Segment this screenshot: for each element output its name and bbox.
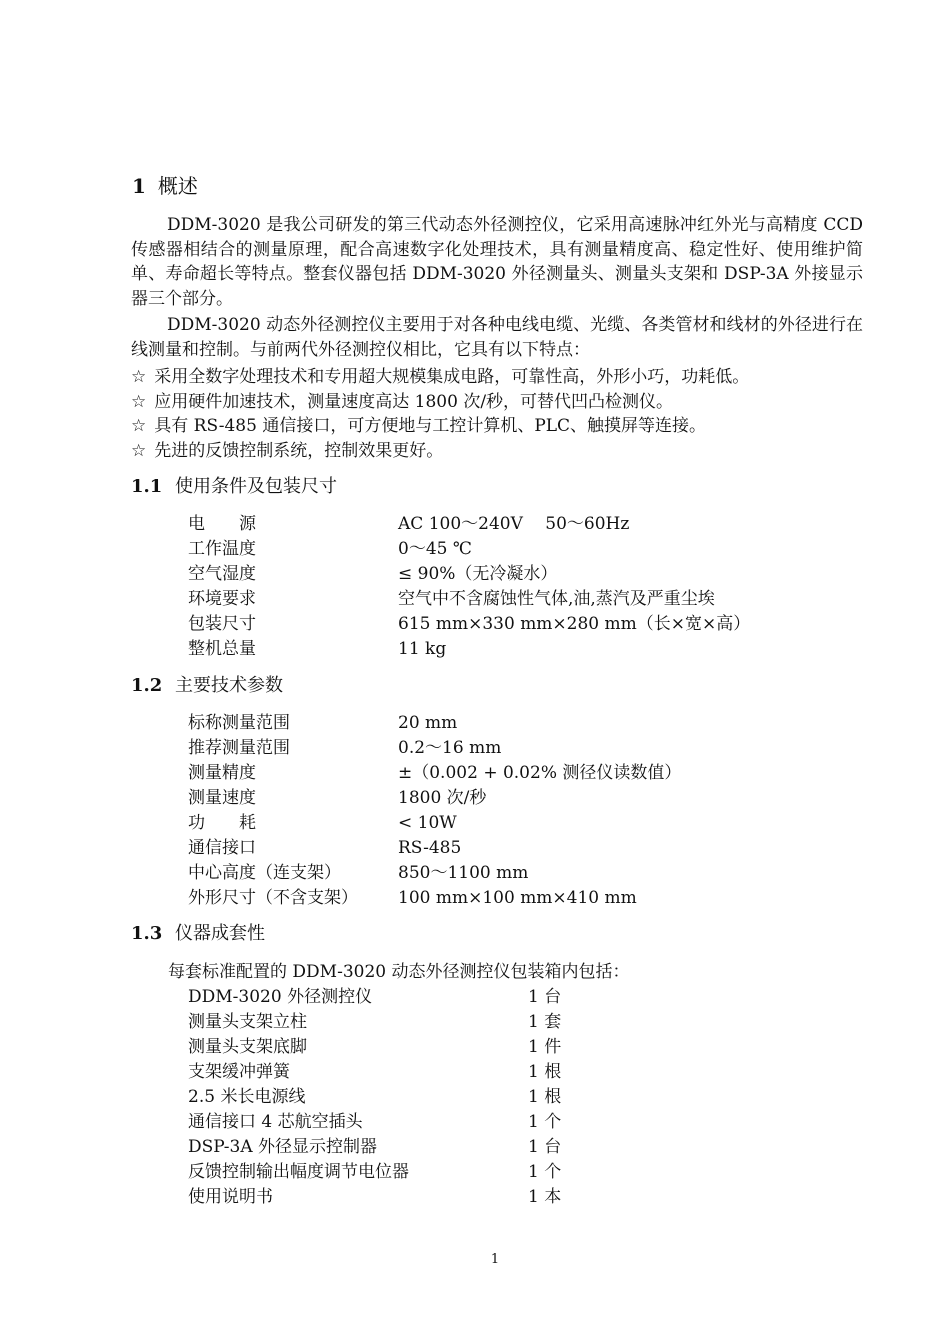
section-1-1-heading: [131, 474, 337, 500]
list-item: 通信接口 4 芯航空插头 1 个: [188, 1112, 562, 1132]
table-row: 包装尺寸 615 mm×330 mm×280 mm（长×宽×高）: [188, 614, 751, 634]
section-1-2-number: 1.2: [131, 675, 163, 696]
section-1-3-heading: [131, 921, 265, 947]
table-row: 外形尺寸（不含支架） 100 mm×100 mm×410 mm: [188, 888, 637, 908]
table-row: 中心高度（连支架） 850～1100 mm: [188, 863, 529, 883]
section-1-title: 概述: [157, 174, 198, 198]
feature-list: [131, 365, 863, 464]
list-item: 测量头支架底脚 1 件: [188, 1037, 562, 1057]
section-1-2-title: 主要技术参数: [175, 675, 283, 696]
list-item: 反馈控制输出幅度调节电位器 1 个: [188, 1162, 562, 1182]
star-icon: ☆: [131, 441, 147, 462]
list-item: 测量头支架立柱 1 套: [188, 1012, 562, 1032]
section-1-3-title: 仪器成套性: [175, 923, 265, 944]
table-row: 通信接口 RS-485: [188, 838, 462, 858]
feature-item: ☆ 具有 RS-485 通信接口，可方便地与工控计算机、PLC、触摸屏等连接。: [131, 416, 707, 437]
table-row: 标称测量范围 20 mm: [188, 713, 458, 733]
operating-conditions-table: [188, 512, 750, 662]
list-item: 使用说明书 1 本: [188, 1187, 562, 1207]
section-1-2-heading: [131, 673, 283, 699]
feature-item: ☆ 应用硬件加速技术，测量速度高达 1800 次/秒，可替代凹凸检测仪。: [131, 391, 674, 412]
section-1-heading: [132, 172, 198, 200]
table-row: 推荐测量范围 0.2～16 mm: [188, 738, 502, 758]
star-icon: ☆: [131, 367, 147, 387]
overview-paragraph-1: DDM-3020 是我公司研发的第三代动态外径测控仪，它采用高速脉冲红外光与高精度 CCD 传感器相结合的测量原理，配合高速数字化处理技术，具有测量精度高、稳定性好、使用维护简单、寿命超长等特点。整套仪器包括 DDM-3020 外径测量头、测量头支架和 DSP-3A 外接显示器三个部分。: [131, 215, 863, 310]
table-row: 测量精度 ±（0.002 + 0.02% 测径仪读数值）: [188, 763, 682, 783]
table-row: 空气湿度 ≤ 90%（无冷凝水）: [188, 564, 558, 584]
list-item: DDM-3020 外径测控仪 1 台: [188, 987, 562, 1007]
table-row: 测量速度 1800 次/秒: [188, 788, 487, 808]
table-row: 环境要求 空气中不含腐蚀性气体,油,蒸汽及严重尘埃: [188, 589, 715, 609]
page-number: 1: [490, 1252, 500, 1267]
package-contents-list: [188, 985, 561, 1210]
star-icon: ☆: [131, 416, 147, 437]
section-1-3-number: 1.3: [131, 923, 163, 944]
table-row: 功 耗 < 10W: [188, 813, 457, 833]
section-1-1-title: 使用条件及包装尺寸: [175, 476, 337, 497]
overview-paragraph-2: DDM-3020 动态外径测控仪主要用于对各种电线电缆、光缆、各类管材和线材的外径进行在线测量和控制。与前两代外径测控仪相比，它具有以下特点：: [131, 315, 863, 360]
section-1-number: 1: [132, 174, 146, 198]
table-row: 电 源 AC 100～240V 50～60Hz: [188, 514, 630, 534]
list-item: DSP-3A 外径显示控制器 1 台: [188, 1137, 562, 1157]
feature-item: ☆ 采用全数字处理技术和专用超大规模集成电路，可靠性高，外形小巧，功耗低。: [131, 367, 750, 387]
feature-item: ☆ 先进的反馈控制系统，控制效果更好。: [131, 441, 444, 462]
section-1-1-number: 1.1: [131, 476, 163, 497]
list-item: 支架缓冲弹簧 1 根: [188, 1062, 562, 1082]
list-item: 2.5 米长电源线 1 根: [188, 1087, 562, 1107]
table-row: 工作温度 0～45 ℃: [188, 539, 472, 559]
table-row: 整机总量 11 kg: [188, 639, 447, 659]
package-contents-intro: 每套标准配置的 DDM-3020 动态外径测控仪包装箱内包括：: [168, 962, 630, 982]
technical-parameters-table: [188, 711, 681, 911]
star-icon: ☆: [131, 391, 147, 412]
